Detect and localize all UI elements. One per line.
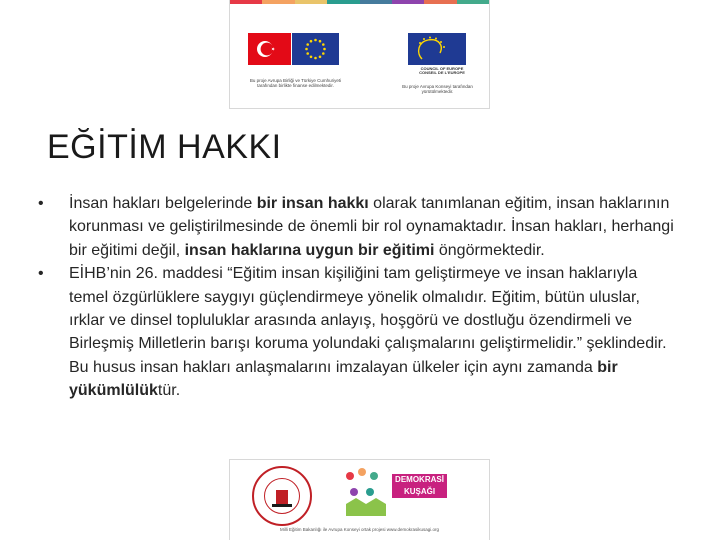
bullet-item (38, 262, 678, 402)
turkey-flag-icon (248, 33, 291, 65)
demokrasi-kusagi-logo-icon (340, 464, 450, 524)
bullet-bold-text: insan haklarına uygun bir eğitimi (184, 241, 435, 259)
top-logo-banner (229, 0, 490, 109)
bullet-bold-text: bir insan hakkı (256, 195, 369, 212)
bottom-footer-caption: Milli Eğitim Bakanlığı ile Avrupa Konseyi ortak projesi www.demokrasikusagi.org (280, 527, 439, 532)
ministry-education-logo-icon (252, 466, 312, 526)
demokrasi-kusagi-title: DEMOKRASİ KUŞAĞI (392, 474, 447, 498)
bullet-text: İnsan hakları belgelerinde (69, 195, 257, 212)
bullet-marker: • (38, 265, 44, 283)
bullet-marker: • (38, 195, 44, 212)
eu-funding-caption: Bu proje Avrupa Birliği ve Türkiye Cumhuriyeti tarafından birlikte finanse edilmektedir. (249, 78, 342, 88)
bullet-item (38, 192, 678, 262)
color-strip (230, 0, 489, 4)
bullet-text: EİHB’nin 26. maddesi “Eğitim insan kişiliğini tam geliştirmeye ve insan haklarıyla temel özgürlüklere saygıyı güçlendirmeye yönelik olmalıdır. Eğitim, bütün uluslar, ırklar ve dinsel topluluklar arasında anlayış, hoşgörü ve dostluğu özendirmeli ve Birleşmiş Milletlerin barışı koruma yolundaki çalışmalarını geliştirmelidir.” şeklindedir. Bu husus insan hakları anlaşmalarını imzalayan ülkeler için aynı zamanda (69, 265, 667, 376)
bullet-text: olarak tanımlanan eğitim, insan haklarının korunması ve geliştirilmesinde de önemli bir rol oynamaktadır. İnsan hakları, herhangi bir eğitimi değil, (69, 195, 674, 259)
bullet-bold-text: bir yükümlülük (69, 358, 618, 400)
bullet-text: öngörmektedir. (434, 241, 545, 259)
bullet-list (38, 192, 678, 403)
coe-caption: Bu proje Avrupa Konseyi tarafından yürütülmektedir. (402, 84, 473, 94)
bottom-logo-banner (229, 459, 490, 540)
coe-name: COUNCIL OF EUROPE CONSEIL DE L'EUROPE (419, 66, 465, 75)
council-of-europe-logo-icon (408, 33, 466, 65)
bullet-text: tür. (157, 382, 181, 400)
slide-title: EĞİTİM HAKKI (47, 128, 282, 166)
eu-flag-icon (292, 33, 339, 65)
